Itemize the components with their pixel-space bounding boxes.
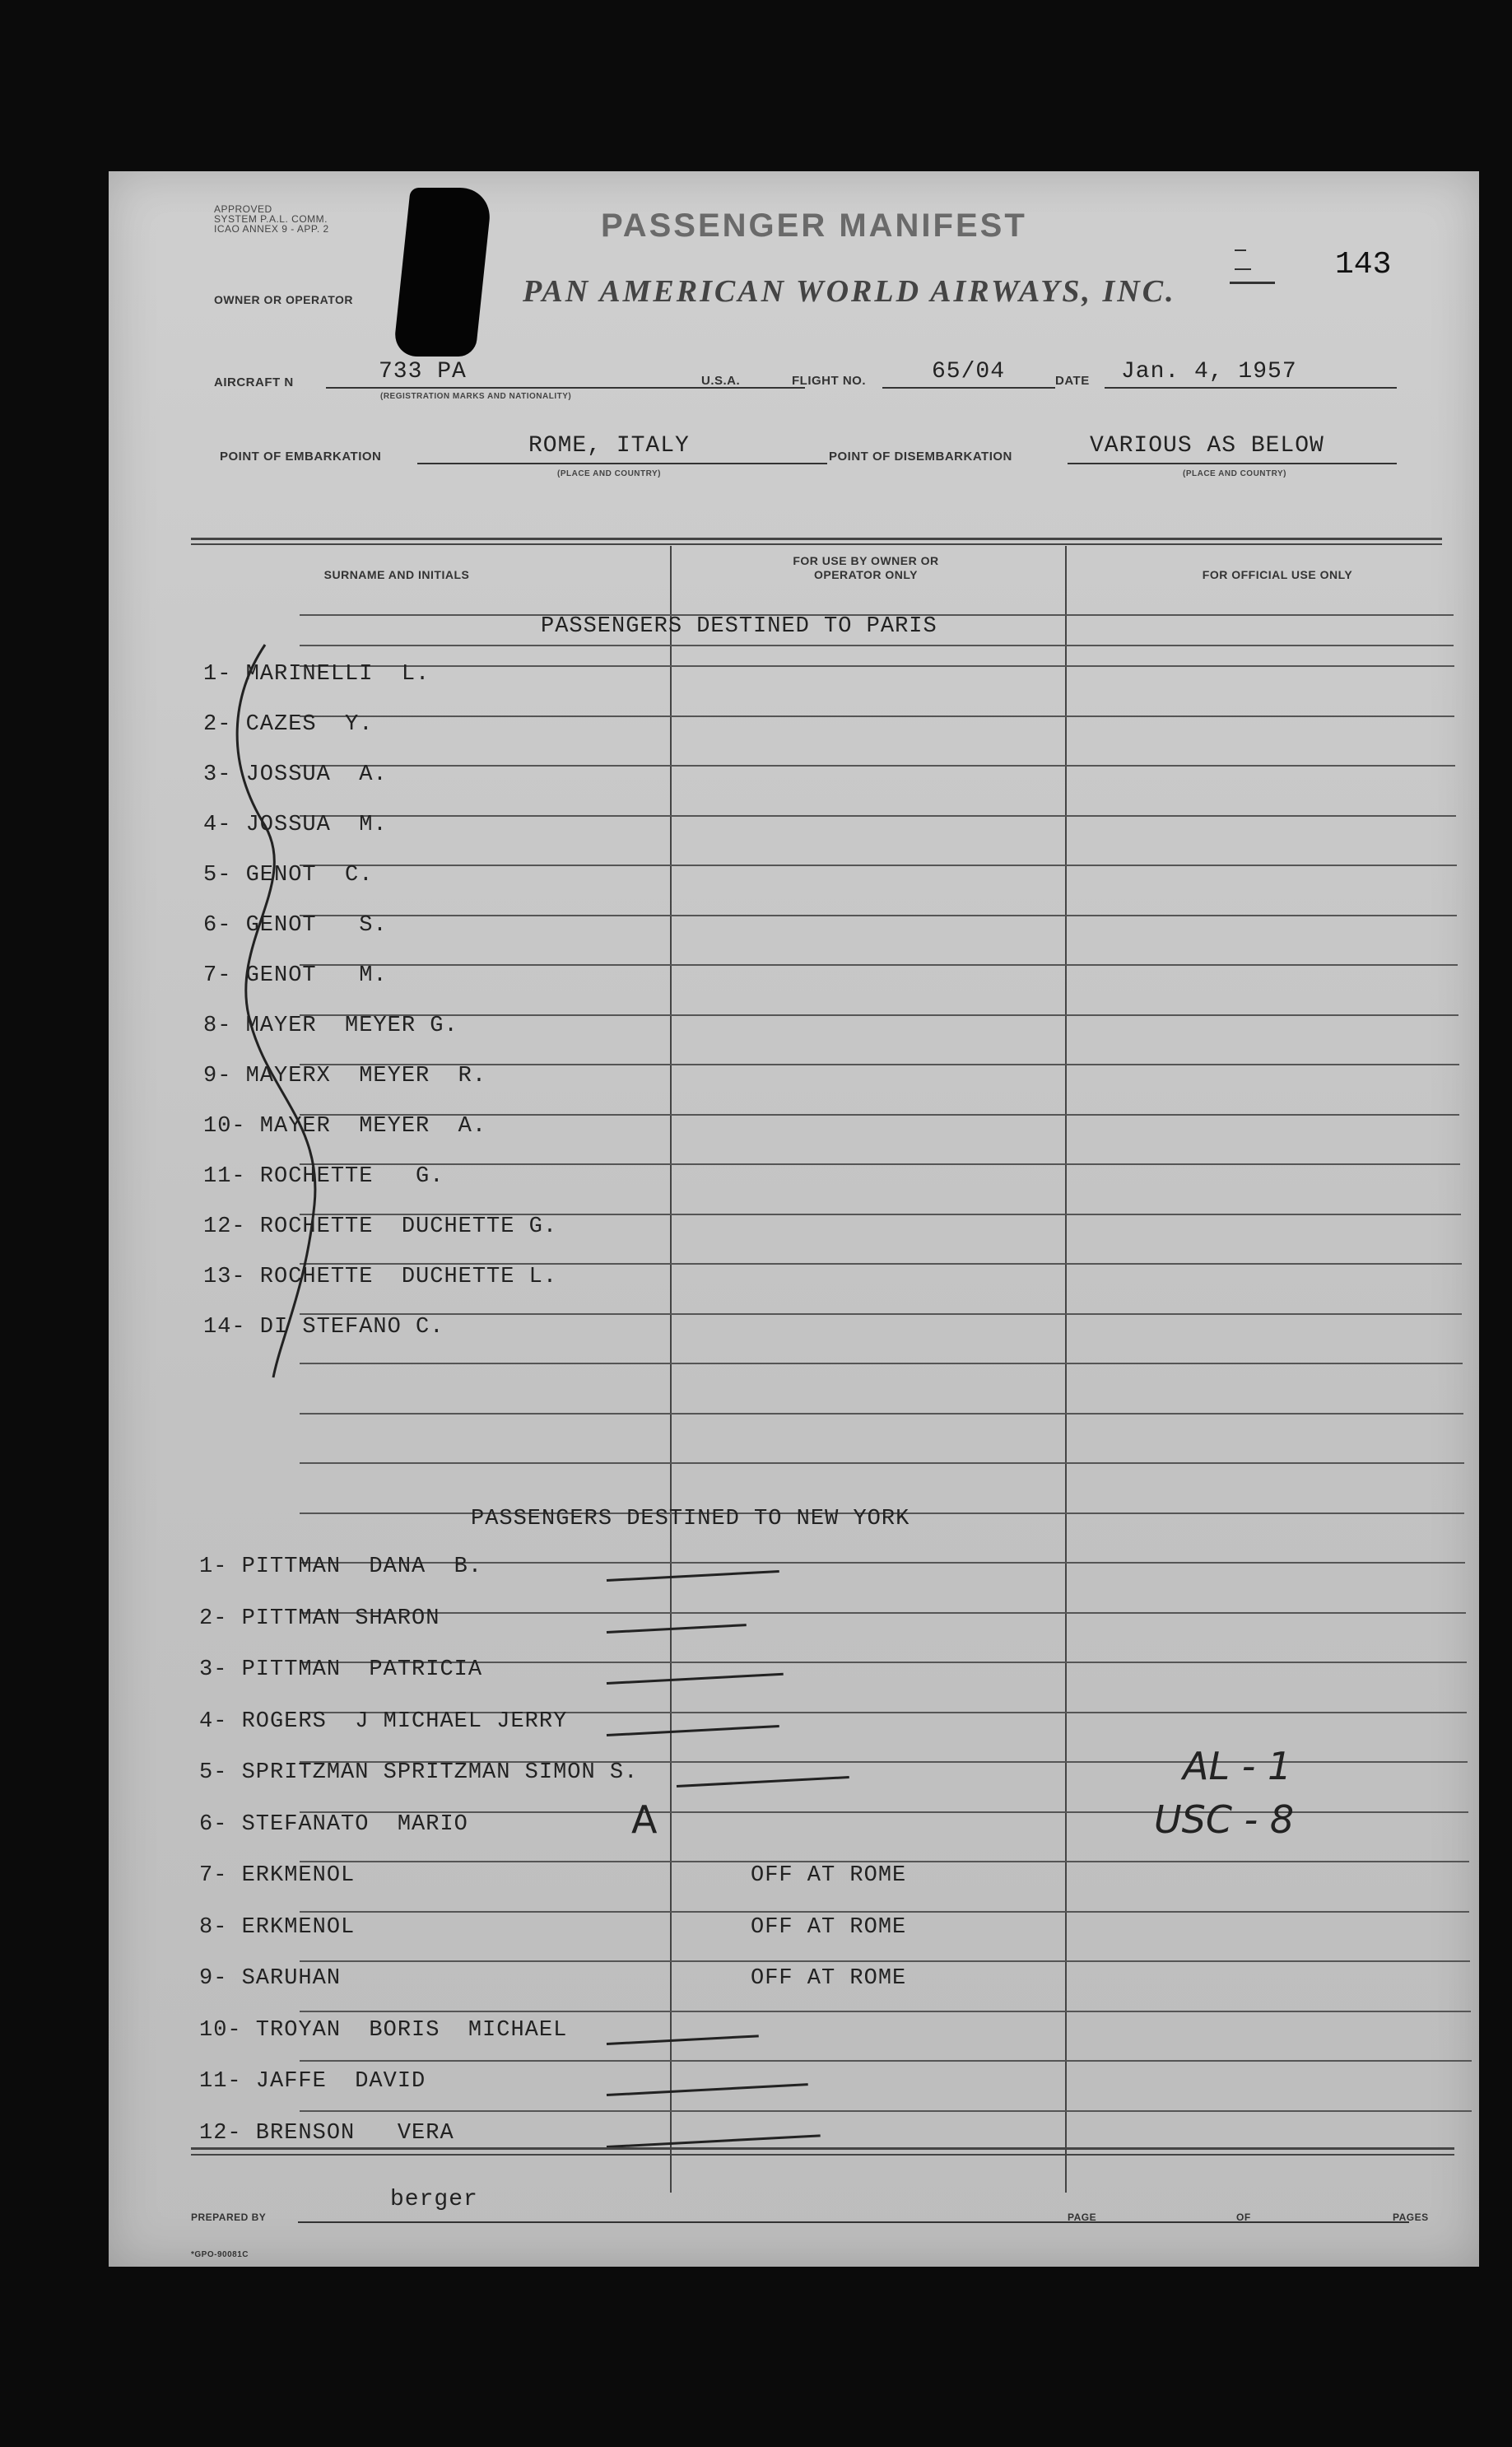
- passenger-row: 9- MAYERX MEYER R.: [203, 1064, 487, 1088]
- passenger-row: 10- TROYAN BORIS MICHAEL: [199, 2017, 568, 2043]
- pages-label: PAGES: [1393, 2212, 1429, 2223]
- table-top-rule: [191, 543, 1442, 545]
- dash-mark: [1230, 282, 1275, 284]
- disembarkation-underline: [1068, 463, 1397, 464]
- form-code: *GPO-90081C: [191, 2250, 249, 2259]
- approval-line: APPROVED: [214, 203, 272, 215]
- passenger-row: 11- ROCHETTE G.: [203, 1164, 444, 1189]
- passenger-row: 3- PITTMAN PATRICIA: [199, 1657, 483, 1682]
- passenger-note: OFF AT ROME: [751, 1863, 907, 1888]
- ruled-line: [300, 665, 1454, 667]
- ruled-line: [300, 765, 1455, 767]
- date-label: DATE: [1055, 374, 1090, 388]
- column-divider: [1065, 546, 1067, 2193]
- check-stroke: [607, 1725, 779, 1736]
- airline-name: PAN AMERICAN WORLD AIRWAYS, INC.: [523, 274, 1176, 309]
- passenger-row: 10- MAYER MEYER A.: [203, 1114, 487, 1139]
- passenger-row: 11- JAFFE DAVID: [199, 2069, 426, 2094]
- ruled-line: [300, 1363, 1463, 1364]
- handwritten-usc: USC - 8: [1154, 1797, 1295, 1842]
- ruled-line: [300, 2011, 1471, 2012]
- ruled-line: [300, 1313, 1462, 1315]
- passenger-row: 7- ERKMENOL: [199, 1863, 356, 1888]
- passenger-row: 12- BRENSON VERA: [199, 2120, 454, 2146]
- page-title: PASSENGER MANIFEST: [601, 207, 1027, 244]
- handwritten-al: AL - 1: [1183, 1744, 1292, 1788]
- ruled-line: [300, 815, 1456, 817]
- aircraft-label: AIRCRAFT N: [214, 375, 294, 389]
- ruled-line: [300, 915, 1457, 916]
- disembarkation-sub: (PLACE AND COUNTRY): [1183, 469, 1286, 478]
- approval-stamp: [214, 204, 329, 234]
- ruled-line: [300, 715, 1454, 717]
- ruled-line: [300, 2110, 1472, 2112]
- column-surname: SURNAME AND INITIALS: [323, 568, 470, 581]
- check-stroke: [677, 1776, 849, 1787]
- prepared-label: PREPARED BY: [191, 2212, 267, 2223]
- column-official-use: FOR OFFICIAL USE ONLY: [1202, 568, 1353, 581]
- table-bottom-rule: [191, 2154, 1454, 2156]
- approval-line: ICAO ANNEX 9 - APP. 2: [214, 223, 329, 235]
- passenger-row: 1- PITTMAN DANA B.: [199, 1554, 483, 1579]
- aircraft-value: 733 PA: [379, 359, 467, 385]
- passenger-row: 1- MARINELLI L.: [203, 662, 430, 687]
- owner-label: OWNER OR OPERATOR: [214, 293, 353, 306]
- ruled-line: [300, 964, 1458, 966]
- check-stroke: [607, 2035, 759, 2045]
- passenger-row: 13- ROCHETTE DUCHETTE L.: [203, 1265, 558, 1289]
- ruled-line: [300, 1612, 1466, 1614]
- disembarkation-label: POINT OF DISEMBARKATION: [829, 450, 1012, 464]
- embarkation-value: ROME, ITALY: [528, 433, 690, 459]
- check-stroke: [607, 2134, 821, 2148]
- passenger-row: 5- SPRITZMAN SPRITZMAN SIMON S.: [199, 1760, 639, 1785]
- of-label: OF: [1236, 2212, 1251, 2223]
- manifest-sheet: [109, 171, 1479, 2267]
- check-stroke: [607, 1570, 779, 1582]
- approval-line: SYSTEM P.A.L. COMM.: [214, 213, 328, 225]
- ruled-line: [300, 1413, 1463, 1415]
- ruled-line: [300, 1163, 1460, 1165]
- page-number: 143: [1335, 247, 1392, 282]
- passenger-row: 7- GENOT M.: [203, 963, 388, 988]
- ruled-line: [300, 1911, 1469, 1913]
- disembarkation-value: VARIOUS AS BELOW: [1090, 433, 1324, 459]
- paris-heading: PASSENGERS DESTINED TO PARIS: [541, 614, 937, 639]
- embarkation-underline: [417, 463, 827, 464]
- page-label: PAGE: [1068, 2212, 1097, 2223]
- passenger-row: 5- GENOT C.: [203, 863, 374, 888]
- passenger-note: OFF AT ROME: [751, 1914, 907, 1940]
- date-underline: [1105, 387, 1397, 389]
- embarkation-sub: (PLACE AND COUNTRY): [557, 469, 661, 478]
- crossout-curve: [216, 628, 339, 1386]
- ruled-line: [300, 645, 1454, 646]
- ruled-line: [300, 1861, 1469, 1862]
- passenger-row: 2- CAZES Y.: [203, 712, 374, 737]
- flight-value: 65/04: [932, 359, 1006, 385]
- dash-mark: [1235, 268, 1251, 270]
- passenger-row: 6- STEFANATO MARIO: [199, 1811, 468, 1837]
- ruled-line: [300, 865, 1457, 866]
- passenger-row: 2- PITTMAN SHARON: [199, 1606, 440, 1631]
- check-stroke: [607, 2083, 808, 2096]
- column-divider: [670, 546, 672, 2193]
- handwritten-a: A: [631, 1797, 658, 1842]
- embarkation-label: POINT OF EMBARKATION: [220, 450, 382, 464]
- column-owner-use: FOR USE BY OWNER OR OPERATOR ONLY: [793, 554, 939, 581]
- check-stroke: [607, 1624, 747, 1634]
- usa-label: U.S.A.: [701, 374, 741, 388]
- passenger-row: 4- ROGERS J MICHAEL JERRY: [199, 1708, 568, 1734]
- date-value: Jan. 4, 1957: [1121, 359, 1297, 385]
- passenger-row: 12- ROCHETTE DUCHETTE G.: [203, 1214, 558, 1239]
- passenger-row: 14- DI STEFANO C.: [203, 1315, 444, 1340]
- flight-underline: [882, 387, 1055, 389]
- prepared-value: berger: [390, 2187, 478, 2212]
- ruled-line: [300, 1462, 1464, 1464]
- new-york-heading: PASSENGERS DESTINED TO NEW YORK: [471, 1507, 910, 1531]
- passenger-row: 6- GENOT S.: [203, 913, 388, 938]
- passenger-row: 9- SARUHAN: [199, 1966, 342, 1991]
- flight-label: FLIGHT NO.: [792, 374, 866, 388]
- passenger-note: OFF AT ROME: [751, 1966, 907, 1991]
- check-stroke: [607, 1673, 784, 1685]
- passenger-row: 8- ERKMENOL: [199, 1914, 356, 1940]
- passenger-row: 3- JOSSUA A.: [203, 762, 388, 787]
- aircraft-sub: (REGISTRATION MARKS AND NATIONALITY): [380, 392, 572, 401]
- passenger-row: 4- JOSSUA M.: [203, 813, 388, 837]
- passenger-row: 8- MAYER MEYER G.: [203, 1014, 458, 1038]
- ruled-line: [300, 1014, 1458, 1016]
- dash-mark: [1235, 249, 1246, 251]
- table-top-rule: [191, 538, 1442, 540]
- table-bottom-rule: [191, 2147, 1454, 2150]
- ruled-line: [300, 1960, 1470, 1962]
- ruled-line: [300, 2060, 1472, 2062]
